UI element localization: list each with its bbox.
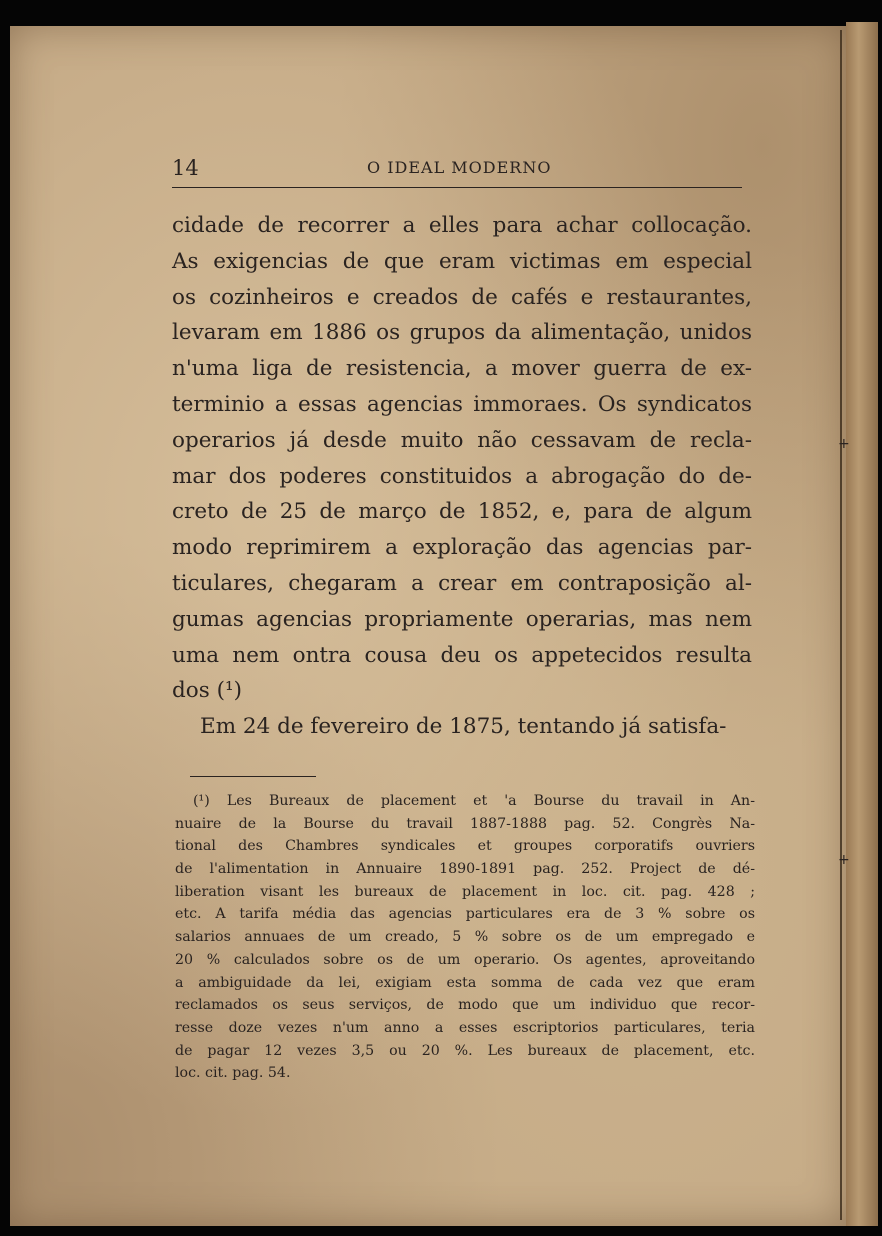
header-rule <box>172 187 742 188</box>
body-line: terminio a essas agencias immoraes. Os syndicatos <box>172 391 752 417</box>
body-line: uma nem ontra cousa deu os appetecidos resulta <box>172 642 752 668</box>
body-line: Em 24 de fevereiro de 1875, tentando já satisfa- <box>200 714 727 740</box>
margin-cross-mark: + <box>838 852 850 868</box>
margin-cross-mark: + <box>838 436 850 452</box>
body-line: dos (¹) <box>172 678 242 704</box>
body-line: mar dos poderes constituidos a abrogação do de- <box>172 463 752 489</box>
body-line: ticulares, chegaram a crear em contraposição al- <box>172 570 752 596</box>
footnote-line: nuaire de la Bourse du travail 1887-1888 pag. 52. Congrès Na- <box>175 815 755 832</box>
body-line: os cozinheiros e creados de cafés e restaurantes, <box>172 284 752 310</box>
footnote-line: tional des Chambres syndicales et groupes corporatifs ouvriers <box>175 838 755 855</box>
body-line: n'uma liga de resistencia, a mover guerra de ex- <box>172 356 752 382</box>
footnote-line: salarios annuaes de um creado, 5 % sobre os de um empregado e <box>175 929 755 946</box>
footnote-line: de pagar 12 vezes 3,5 ou 20 %. Les bureaux de placement, etc. <box>175 1042 755 1059</box>
footnote-line: reclamados os seus serviços, de modo que um individuo que recor- <box>175 997 755 1014</box>
page-number: 14 <box>172 156 199 180</box>
body-line: As exigencias de que eram victimas em especial <box>172 248 752 274</box>
body-line: cidade de recorrer a elles para achar collocação. <box>172 213 752 238</box>
footnote-line: loc. cit. pag. 54. <box>175 1065 291 1082</box>
footnote <box>175 790 755 1085</box>
body-line: operarios já desde muito não cessavam de recla- <box>172 427 752 453</box>
footnote-line: liberation visant les bureaux de placement in loc. cit. pag. 428 ; <box>175 883 755 900</box>
body-line: gumas agencias propriamente operarias, mas nem <box>172 606 752 632</box>
running-title: O IDEAL MODERNO <box>367 158 552 177</box>
footnote-line: a ambiguidade da lei, exigiam esta somma de cada vez que eram <box>175 974 755 991</box>
body-line: levaram em 1886 os grupos da alimentação, unidos <box>172 320 752 346</box>
body-line: creto de 25 de março de 1852, e, para de algum <box>172 499 752 525</box>
footnote-line: de l'alimentation in Annuaire 1890-1891 pag. 252. Project de dé- <box>175 861 755 878</box>
footnote-rule <box>190 776 316 777</box>
body-text <box>172 208 752 745</box>
page-header <box>172 156 742 182</box>
footnote-line: (¹) Les Bureaux de placement et 'a Bourse du travail in An- <box>193 793 755 809</box>
page-stack-edge <box>846 22 878 1226</box>
page-edge-shadow <box>840 30 842 1220</box>
footnote-line: resse doze vezes n'um anno a esses escriptorios particulares, teria <box>175 1019 755 1036</box>
body-line: modo reprimirem a exploração das agencias par- <box>172 535 752 561</box>
footnote-line: 20 % calculados sobre os de um operario. Os agentes, aproveitando <box>175 951 755 968</box>
footnote-line: etc. A tarifa média das agencias particulares era de 3 % sobre os <box>175 906 755 923</box>
